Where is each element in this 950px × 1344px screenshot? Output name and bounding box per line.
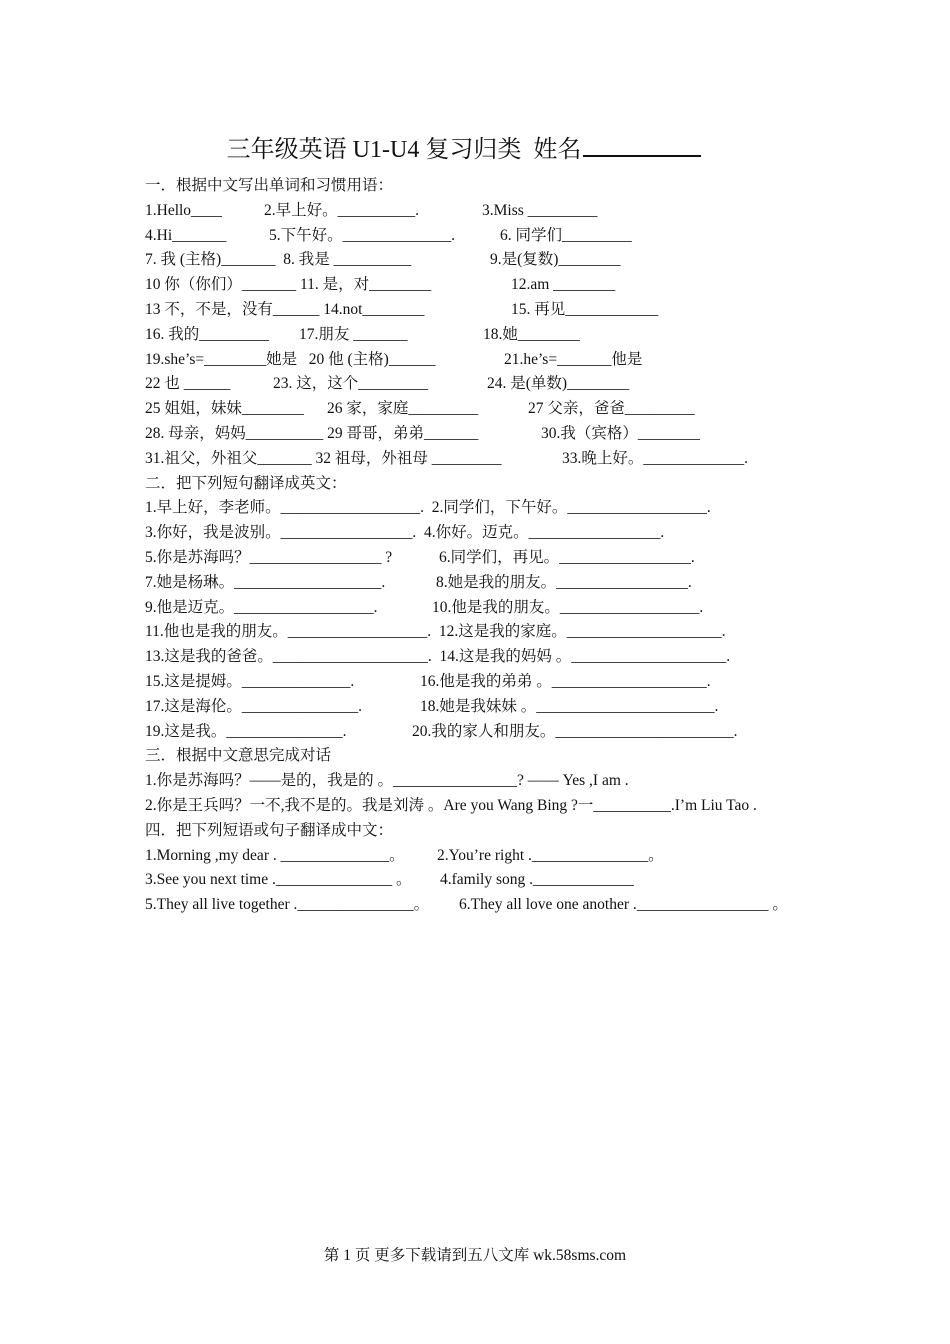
section1-row-11 <box>145 447 845 472</box>
item: 5.They all live together ._______________。 <box>145 896 430 914</box>
item: 2.You’re right ._______________。 <box>437 846 664 864</box>
item: 8.她是我的朋友。_________________. <box>436 573 692 591</box>
item: 22 也 ______ <box>145 375 231 393</box>
item: 18.她是我妹妹 。_______________________. <box>420 697 719 715</box>
item: 3.Miss _________ <box>482 201 598 219</box>
section3-heading: 三．根据中文意思完成对话 <box>145 747 332 765</box>
section2-row-4 <box>145 571 845 596</box>
item: 4.Hi_______ <box>145 226 227 244</box>
section2-heading: 二．把下列短句翻译成英文： <box>145 474 347 492</box>
item: 7.她是杨琳。___________________. <box>145 573 386 591</box>
item: 23. 这，这个_________ <box>273 375 429 393</box>
section1-row-1 <box>145 199 845 224</box>
section2-row-5 <box>145 596 845 621</box>
item: 24. 是(单数)________ <box>487 375 630 393</box>
item: 20.我的家人和朋友。_______________________. <box>412 722 738 740</box>
section4-row-1 <box>145 844 845 869</box>
section1-row-10 <box>145 422 845 447</box>
item: 1.早上好，李老师。__________________. 2.同学们，下午好。__________________. <box>145 499 711 517</box>
section1-heading: 一．根据中文写出单词和习惯用语： <box>145 177 394 194</box>
item: 21.he’s=_______他是 <box>504 350 643 368</box>
section4-row-3 <box>145 893 845 918</box>
item: 9.是(复数)________ <box>490 251 621 269</box>
item: 1.Hello____ <box>145 201 223 219</box>
item: 11.他也是我的朋友。__________________. 12.这是我的家庭。____________________. <box>145 623 726 641</box>
title-text: 三年级英语 U1-U4 复习归类 姓名 <box>226 137 582 163</box>
item: 16.他是我的弟弟 。____________________. <box>420 672 711 690</box>
item: 9.他是迈克。__________________. <box>145 598 378 616</box>
item: 5.下午好。______________. <box>269 226 456 244</box>
section3-row-1 <box>145 769 845 794</box>
section3-row-2 <box>145 794 845 819</box>
item: 25 姐姐，妹妹________ <box>145 400 304 418</box>
item: 3.你好，我是波别。_________________. 4.你好。迈克。_________________. <box>145 524 665 542</box>
section1-row-3 <box>145 248 845 273</box>
section1-row-5 <box>145 298 845 323</box>
item: 15. 再见____________ <box>511 300 659 318</box>
item: 10.他是我的朋友。__________________. <box>432 598 704 616</box>
item: 4.family song ._____________ <box>440 871 634 889</box>
item: 16. 我的_________ <box>145 325 270 343</box>
item: 15.这是提姆。______________. <box>145 672 355 690</box>
item: 13 不，不是，没有______ 14.not________ <box>145 300 425 318</box>
section1-row-7 <box>145 348 845 373</box>
section2-row-3 <box>145 546 845 571</box>
section1-row-6 <box>145 323 845 348</box>
name-underline <box>583 133 701 157</box>
item: 17.这是海伦。_______________. <box>145 697 363 715</box>
item: 12.am ________ <box>511 276 616 294</box>
page-footer: 第 1 页 更多下载请到五八文库 wk.58sms.com <box>323 1247 627 1264</box>
item: 33.晚上好。_____________. <box>562 449 749 467</box>
item: 6.They all love one another ._________________ 。 <box>459 896 788 914</box>
section1-row-4 <box>145 273 845 298</box>
section4-heading: 四．把下列短语或句子翻译成中文： <box>145 821 394 839</box>
item: 27 父亲，爸爸_________ <box>528 400 695 418</box>
item: 3.See you next time ._______________ 。 <box>145 871 412 889</box>
item: 17.朋友 _______ <box>299 325 408 343</box>
worksheet-content <box>145 174 845 918</box>
item: 6. 同学们_________ <box>500 226 632 244</box>
section2-row-10 <box>145 720 845 745</box>
item: 7. 我 (主格)_______ 8. 我是 __________ <box>145 251 412 269</box>
section1-row-2 <box>145 224 845 249</box>
item: 19.she’s=________她是 20 他 (主格)______ <box>145 350 436 368</box>
section4-row-2 <box>145 868 845 893</box>
section2-row-9 <box>145 695 845 720</box>
section2-row-7 <box>145 645 845 670</box>
item: 2.你是王兵吗？一不,我不是的。我是刘涛 。Are you Wang Bing ?一__________.I’m Liu Tao . <box>145 796 757 814</box>
section2-row-2 <box>145 521 845 546</box>
section2-row-1 <box>145 496 845 521</box>
item: 1.Morning ,my dear . ______________。 <box>145 846 405 864</box>
item: 13.这是我的爸爸。____________________. 14.这是我的妈妈 。____________________. <box>145 648 731 666</box>
section2-row-6 <box>145 620 845 645</box>
item: 28. 母亲，妈妈__________ 29 哥哥，弟弟_______ <box>145 424 479 442</box>
item: 1.你是苏海吗？——是的，我是的 。________________? —— Yes ,I am . <box>145 772 629 790</box>
section2-row-8 <box>145 670 845 695</box>
section1-row-9 <box>145 397 845 422</box>
item: 26 家，家庭_________ <box>327 400 479 418</box>
item: 2.早上好。__________. <box>264 201 420 219</box>
page-title <box>0 133 928 166</box>
item: 6.同学们，再见。_________________. <box>439 548 695 566</box>
item: 18.她________ <box>483 325 580 343</box>
item: 10 你（你们）_______ 11. 是，对________ <box>145 276 432 294</box>
item: 19.这是我。_______________. <box>145 722 347 740</box>
section1-row-8 <box>145 372 845 397</box>
item: 5.你是苏海吗？_________________ ? <box>145 548 393 566</box>
item: 30.我（宾格）________ <box>541 424 700 442</box>
item: 31.祖父，外祖父_______ 32 祖母，外祖母 _________ <box>145 449 502 467</box>
